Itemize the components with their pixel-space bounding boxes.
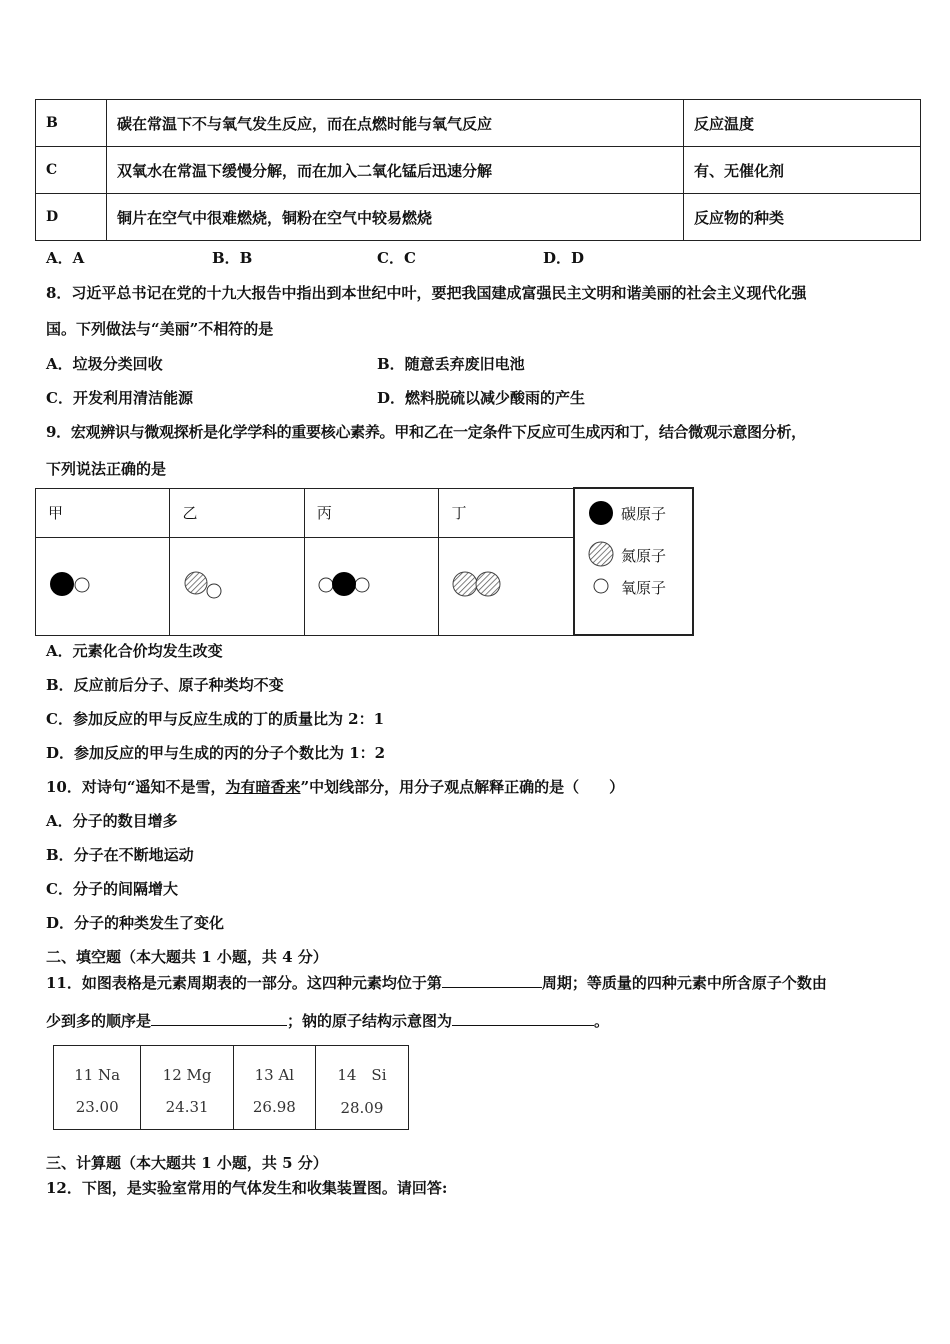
q11-stem-line1 xyxy=(46,972,827,993)
element-symbol: 14 Si xyxy=(337,1066,387,1084)
row-factor: 有、无催化剂 xyxy=(684,147,921,194)
q7-option-d[interactable]: D．D xyxy=(543,249,585,267)
table-row xyxy=(36,194,921,241)
atom-legend xyxy=(574,488,693,635)
row-description: 铜片在空气中很难燃烧，铜粉在空气中较易燃烧 xyxy=(107,194,684,241)
header-jia: 甲 xyxy=(36,488,170,537)
legend-carbon: 碳原子 xyxy=(620,505,666,523)
molecule-ding xyxy=(439,537,574,635)
no-molecule-icon xyxy=(179,564,239,604)
q7-option-c[interactable]: C．C xyxy=(377,249,416,267)
molecule-bing xyxy=(304,537,439,635)
q9-option-b[interactable]: B．反应前后分子、原子种类均不变 xyxy=(46,676,284,694)
q10-option-b[interactable]: B．分子在不断地运动 xyxy=(46,846,194,864)
q8-option-b[interactable]: B．随意丢弃废旧电池 xyxy=(377,355,525,373)
q11-text-e: 。 xyxy=(594,1012,610,1030)
q8-option-d[interactable]: D．燃料脱硫以减少酸雨的产生 xyxy=(377,389,586,407)
section-3-heading: 三、计算题（本大题共 1 小题，共 5 分） xyxy=(46,1154,328,1172)
nitrogen-atom-icon xyxy=(587,540,615,568)
q10-underlined-phrase: 为有暗香来 xyxy=(225,778,301,796)
q10-option-c[interactable]: C．分子的间隔增大 xyxy=(46,880,178,898)
element-cell-si xyxy=(315,1046,408,1130)
periodic-table-fragment xyxy=(53,1045,409,1130)
header-ding: 丁 xyxy=(439,488,574,537)
n2-molecule-icon xyxy=(448,564,518,604)
q11-text-a: 11．如图表格是元素周期表的一部分。这四种元素均位于第 xyxy=(46,974,442,992)
row-description: 双氧水在常温下缓慢分解，而在加入二氧化锰后迅速分解 xyxy=(107,147,684,194)
q9-stem-line1: 9．宏观辨识与微观探析是化学学科的重要核心素养。甲和乙在一定条件下反应可生成丙和丁，结合微观示意图分析， xyxy=(46,423,806,441)
q10-option-a[interactable]: A．分子的数目增多 xyxy=(46,812,178,830)
element-mass: 28.09 xyxy=(340,1099,384,1117)
q8-stem-line1: 8．习近平总书记在党的十九大报告中指出到本世纪中叶，要把我国建成富强民主文明和谐美丽的社会主义现代化强 xyxy=(46,284,807,302)
q12-stem: 12．下图，是实验室常用的气体发生和收集装置图。请回答: xyxy=(46,1179,448,1197)
q11-text-d: ；钠的原子结构示意图为 xyxy=(287,1012,453,1030)
q9-option-c[interactable]: C．参加反应的甲与反应生成的丁的质量比为 2：1 xyxy=(46,710,385,728)
header-bing: 丙 xyxy=(304,488,439,537)
oxygen-atom-icon xyxy=(592,577,610,595)
q8-option-c[interactable]: C．开发利用清洁能源 xyxy=(46,389,193,407)
row-key: B xyxy=(36,100,107,147)
element-symbol: 12 Mg xyxy=(162,1065,212,1084)
table-row xyxy=(36,147,921,194)
q10-stem-prefix: 10．对诗句“遥知不是雪， xyxy=(46,778,226,796)
element-cell-mg xyxy=(141,1046,234,1130)
co-molecule-icon xyxy=(45,564,105,604)
q11-text-b: 周期；等质量的四种元素中所含原子个数由 xyxy=(541,974,827,992)
row-key: C xyxy=(36,147,107,194)
row-factor: 反应物的种类 xyxy=(684,194,921,241)
co2-molecule-icon xyxy=(314,564,384,604)
q10-stem-suffix: ”中划线部分，用分子观点解释正确的是（ ） xyxy=(300,778,625,796)
q9-option-a[interactable]: A．元素化合价均发生改变 xyxy=(46,642,223,660)
header-yi: 乙 xyxy=(170,488,304,537)
section-2-heading: 二、填空题（本大题共 1 小题，共 4 分） xyxy=(46,948,328,966)
q7-option-a[interactable]: A．A xyxy=(46,249,85,267)
element-mass: 23.00 xyxy=(75,1097,119,1116)
element-mass: 24.31 xyxy=(165,1097,209,1116)
row-description: 碳在常温下不与氧气发生反应，而在点燃时能与氧气反应 xyxy=(107,100,684,147)
element-mass: 26.98 xyxy=(252,1097,296,1116)
element-cell-na xyxy=(54,1046,141,1130)
q7-option-b[interactable]: B．B xyxy=(212,249,253,267)
element-cell-al xyxy=(233,1046,315,1130)
q10-option-d[interactable]: D．分子的种类发生了变化 xyxy=(46,914,225,932)
q11-stem-line2 xyxy=(46,1010,609,1031)
row-factor: 反应温度 xyxy=(684,100,921,147)
q8-stem-line2: 国。下列做法与“美丽”不相符的是 xyxy=(46,320,274,338)
q7-table xyxy=(35,99,921,241)
molecule-jia xyxy=(36,537,170,635)
element-symbol: 11 Na xyxy=(74,1065,121,1084)
molecule-yi xyxy=(170,537,304,635)
q11-blank-period[interactable] xyxy=(442,972,542,988)
legend-oxygen: 氧原子 xyxy=(620,579,666,597)
q10-stem xyxy=(46,776,624,797)
q11-text-c: 少到多的顺序是 xyxy=(46,1012,152,1030)
molecule-diagram-table xyxy=(35,487,694,636)
carbon-atom-icon xyxy=(587,499,615,527)
q9-option-d[interactable]: D．参加反应的甲与生成的丙的分子个数比为 1：2 xyxy=(46,744,386,762)
table-row xyxy=(36,100,921,147)
legend-nitrogen: 氮原子 xyxy=(620,547,666,565)
element-symbol: 13 Al xyxy=(254,1065,295,1084)
q11-blank-order[interactable] xyxy=(151,1010,287,1026)
q8-option-a[interactable]: A．垃圾分类回收 xyxy=(46,355,163,373)
q9-stem-line2: 下列说法正确的是 xyxy=(46,460,167,478)
row-key: D xyxy=(36,194,107,241)
q11-blank-diagram[interactable] xyxy=(452,1010,594,1026)
